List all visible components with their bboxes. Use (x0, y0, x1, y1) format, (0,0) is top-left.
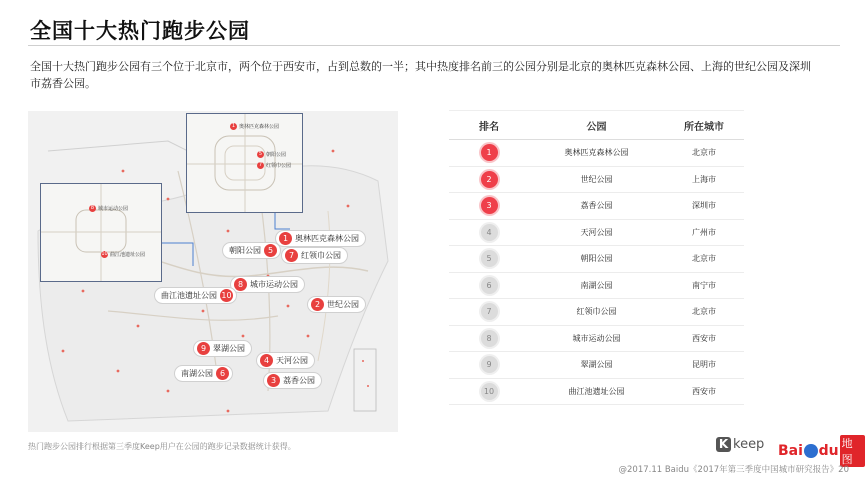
ranking-table (449, 110, 744, 405)
map-marker-7[interactable]: 7 红领巾公园 (281, 247, 348, 264)
map-marker-3[interactable]: 3 荔香公园 (263, 372, 322, 389)
table-row[interactable] (449, 352, 744, 379)
park-name: 南湖公园 (580, 280, 613, 290)
rank-badge: 10 (481, 383, 498, 400)
table-row[interactable] (449, 167, 744, 194)
baidu-logo-text: Bai (778, 443, 803, 459)
map-marker-1[interactable]: 1 奥林匹克森林公园 (275, 230, 366, 247)
copyright-text: @2017.11 Baidu《2017年第三季度中国城市研究报告》20 (618, 465, 849, 475)
baidu-paw-icon (804, 444, 818, 458)
table-row[interactable] (449, 246, 744, 273)
map-marker-6[interactable]: 南湖公园 6 (174, 365, 233, 382)
city-name: 北京市 (692, 307, 716, 317)
table-row[interactable] (449, 379, 744, 406)
keep-mark-icon: K (716, 437, 731, 452)
rank-badge: 8 (481, 330, 498, 347)
park-name: 世纪公园 (580, 174, 613, 184)
keep-logo-text: keep (733, 437, 765, 452)
header-park: 公园 (586, 121, 607, 133)
map-marker-9[interactable]: 9 翠湖公园 (193, 340, 252, 357)
park-name: 天河公园 (580, 227, 613, 237)
map-marker-5[interactable]: 朝阳公园 5 (222, 242, 281, 259)
city-name: 昆明市 (692, 360, 716, 370)
city-name: 南宁市 (692, 280, 716, 290)
city-name: 广州市 (692, 227, 716, 237)
header-city: 所在城市 (684, 121, 724, 133)
table-header (449, 110, 744, 140)
city-name: 西安市 (692, 386, 716, 396)
xian-inset-roads (41, 184, 161, 281)
rank-badge: 4 (481, 224, 498, 241)
map-marker-10[interactable]: 曲江池遗址公园 10 (154, 287, 237, 304)
rank-badge: 2 (481, 171, 498, 188)
park-name: 奥林匹克森林公园 (564, 148, 629, 158)
rank-badge: 7 (481, 303, 498, 320)
table-row[interactable] (449, 326, 744, 353)
rank-badge: 1 (481, 144, 498, 161)
keep-logo (716, 437, 764, 452)
xian-inset-label-8: 8 城市运动公园 (90, 205, 129, 212)
title-divider (28, 45, 840, 46)
page-title: 全国十大热门跑步公园 (30, 19, 250, 43)
header-rank: 排名 (479, 121, 499, 133)
footnote: 热门跑步公园排行根据第三季度Keep用户在公园的跑步记录数据统计获得。 (28, 442, 296, 451)
park-name: 城市运动公园 (572, 333, 621, 343)
rank-badge: 5 (481, 250, 498, 267)
baidu-logo-du: du (818, 443, 839, 459)
map-marker-8[interactable]: 8 城市运动公园 (230, 276, 305, 293)
city-name: 北京市 (692, 254, 716, 264)
xian-inset-label-10: 10 曲江池遗址公园 (101, 251, 146, 258)
park-name: 红领巾公园 (576, 307, 617, 317)
map-marker-2[interactable]: 2 世纪公园 (307, 296, 366, 313)
xian-inset-map[interactable] (40, 183, 162, 282)
table-row[interactable] (449, 299, 744, 326)
beijing-inset-map[interactable] (186, 113, 303, 213)
table-row[interactable] (449, 220, 744, 247)
park-name: 荔香公园 (580, 201, 613, 211)
park-name: 曲江池遗址公园 (568, 386, 625, 396)
beijing-inset-label-7: 7 红领巾公园 (258, 162, 292, 169)
rank-badge: 6 (481, 277, 498, 294)
city-name: 西安市 (692, 333, 716, 343)
beijing-inset-label-1: 1 奥林匹克森林公园 (231, 123, 280, 130)
city-name: 深圳市 (692, 201, 716, 211)
table-row[interactable] (449, 193, 744, 220)
baidu-map-text: 地图 (840, 435, 865, 467)
table-row[interactable] (449, 273, 744, 300)
park-name: 翠湖公园 (580, 360, 613, 370)
map-marker-4[interactable]: 4 天河公园 (256, 352, 315, 369)
table-row[interactable] (449, 140, 744, 167)
rank-badge: 3 (481, 197, 498, 214)
rank-badge: 9 (481, 356, 498, 373)
city-name: 北京市 (692, 148, 716, 158)
beijing-inset-label-5: 5 朝阳公园 (258, 151, 287, 158)
park-name: 朝阳公园 (580, 254, 613, 264)
description-text: 全国十大热门跑步公园有三个位于北京市，两个位于西安市，占到总数的一半；其中热度排名前三的公园分别是北京的奥林匹克森林公园、上海的世纪公园及深圳市荔香公园。 (30, 60, 811, 90)
city-name: 上海市 (692, 174, 716, 184)
